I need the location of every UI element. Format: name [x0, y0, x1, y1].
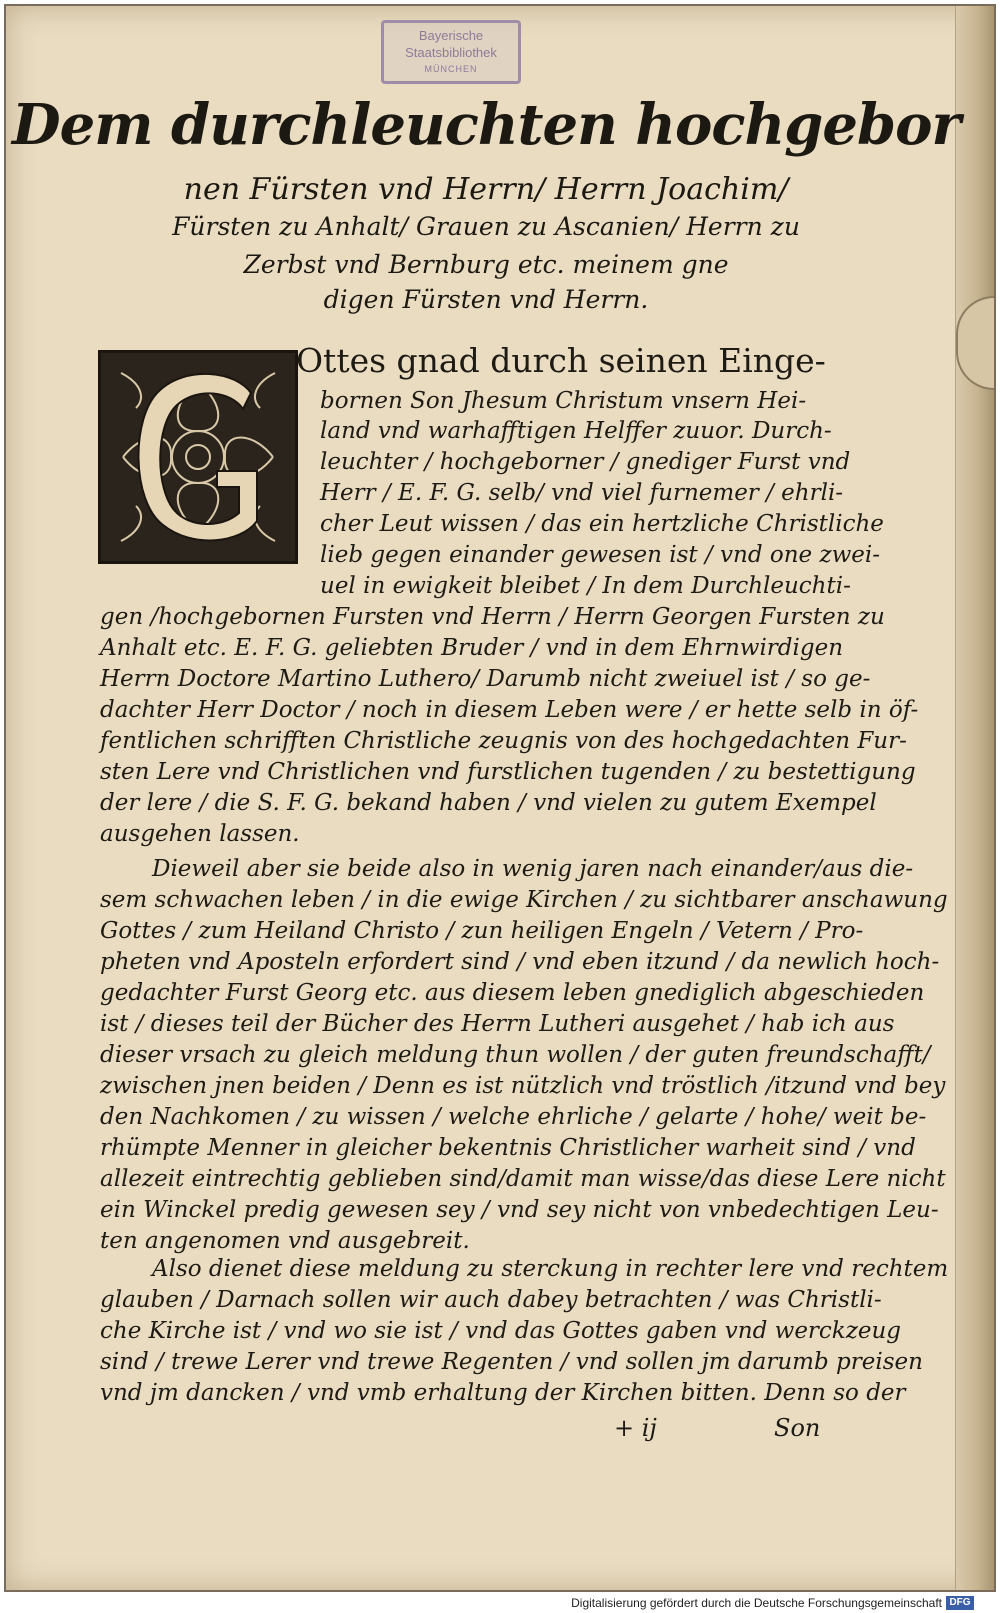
- dedication-title-line-5: digen Fürsten vnd Herrn.: [323, 285, 649, 314]
- body-line-26: rhümpte Menner in gleicher bekentnis Christlicher warheit sind / vnd: [100, 1135, 916, 1161]
- body-line-20: pheten vnd Aposteln erfordert sind / vnd eben itzund / da newlich hoch-: [100, 949, 940, 975]
- stamp-line-2: Staatsbibliothek: [405, 45, 497, 60]
- dedication-title-line-1: Dem durchleuchten hochgebor: [12, 92, 960, 158]
- library-stamp: [381, 20, 521, 84]
- book-page: [4, 4, 996, 1592]
- body-line-15: der lere / die S. F. G. bekand haben / vnd vielen zu gutem Exempel: [100, 790, 877, 816]
- body-line-23: dieser vrsach zu gleich meldung thun wollen / der guten freundschafft/: [100, 1042, 931, 1068]
- body-line-7: lieb gegen einander gewesen ist / vnd one zwei-: [320, 542, 881, 568]
- body-line-28: ein Winckel predig gewesen sey / vnd sey nicht von vnbedechtigen Leu-: [100, 1197, 939, 1223]
- body-line-5: Herr / E. F. G. selb/ vnd viel furnemer / ehrli-: [320, 480, 844, 506]
- stamp-line-3: MÜNCHEN: [424, 64, 478, 74]
- body-line-6: cher Leut wissen / das ein hertzliche Christliche: [320, 511, 884, 537]
- body-line-12: dachter Herr Doctor / noch in diesem Leben were / er hette selb in öf-: [100, 697, 919, 723]
- body-line-2: bornen Son Jhesum Christum vnsern Hei-: [320, 388, 807, 414]
- dedication-title-line-2: nen Fürsten vnd Herrn/ Herrn Joachim/: [183, 172, 789, 207]
- dedication-title-line-3: Fürsten zu Anhalt/ Grauen zu Ascanien/ Herrn zu: [172, 212, 800, 241]
- body-line-30: Also dienet diese meldung zu sterckung in rechter lere vnd rechtem: [152, 1256, 949, 1282]
- body-line-17: Dieweil aber sie beide also in wenig jaren nach einander/aus die-: [152, 856, 914, 882]
- signature-mark: + ij: [614, 1414, 657, 1442]
- body-line-31: glauben / Darnach sollen wir auch dabey betrachten / was Christli-: [100, 1287, 882, 1313]
- body-line-11: Herrn Doctore Martino Luthero/ Darumb nicht zweiuel ist / so ge-: [100, 666, 871, 692]
- body-line-22: ist / dieses teil der Bücher des Herrn Lutheri ausgehet / hab ich aus: [100, 1011, 895, 1037]
- decorated-initial-g: [98, 350, 298, 564]
- body-line-21: gedachter Furst Georg etc. aus diesem leben gnediglich abgeschieden: [100, 980, 925, 1006]
- body-line-8: uel in ewigkeit bleibet / In dem Durchleuchti-: [320, 573, 851, 599]
- body-line-27: allezeit eintrechtig geblieben sind/damit man wisse/das diese Lere nicht: [100, 1166, 946, 1192]
- body-line-19: Gottes / zum Heiland Christo / zun heiligen Engeln / Vetern / Pro-: [100, 918, 864, 944]
- body-line-25: den Nachkomen / zu wissen / welche ehrliche / gelarte / hohe/ weit be-: [100, 1104, 927, 1130]
- page-edge: [955, 6, 994, 1590]
- catchword: Son: [774, 1414, 821, 1442]
- body-line-33: sind / trewe Lerer vnd trewe Regenten / vnd sollen jm darumb preisen: [100, 1349, 923, 1375]
- body-line-34: vnd jm dancken / vnd vmb erhaltung der Kirchen bitten. Denn so der: [100, 1380, 906, 1406]
- body-line-16: ausgehen lassen.: [100, 821, 300, 847]
- body-line-32: che Kirche ist / vnd wo sie ist / vnd das Gottes gaben vnd werckzeug: [100, 1318, 902, 1344]
- dfg-logo: DFG: [946, 1596, 974, 1610]
- dedication-title-line-4: Zerbst vnd Bernburg etc. meinem gne: [243, 250, 729, 279]
- body-line-24: zwischen jnen beiden / Denn es ist nützlich vnd tröstlich /itzund vnd bey: [100, 1073, 946, 1099]
- body-line-9: gen /hochgebornen Fursten vnd Herrn / Herrn Georgen Fursten zu: [100, 604, 885, 630]
- footer-credit-text: Digitalisierung gefördert durch die Deutsche Forschungsgemeinschaft: [571, 1596, 942, 1610]
- digitization-footer: [0, 1594, 1000, 1613]
- body-line-4: leuchter / hochgeborner / gnediger Furst vnd: [320, 449, 851, 475]
- body-line-13: fentlichen schrifften Christliche zeugnis von des hochgedachten Fur-: [100, 728, 907, 754]
- body-line-1: Ottes gnad durch seinen Einge-: [296, 341, 826, 380]
- body-line-14: sten Lere vnd Christlichen vnd furstlichen tugenden / zu bestettigung: [100, 759, 916, 785]
- stamp-line-1: Bayerische: [418, 28, 484, 43]
- body-line-29: ten angenomen vnd ausgebreit.: [100, 1228, 470, 1254]
- body-line-10: Anhalt etc. E. F. G. geliebten Bruder / vnd in dem Ehrnwirdigen: [100, 635, 844, 661]
- body-line-3: land vnd warhafftigen Helffer zuuor. Durch-: [320, 418, 832, 444]
- body-line-18: sem schwachen leben / in die ewige Kirchen / zu sichtbarer anschawung: [100, 887, 948, 913]
